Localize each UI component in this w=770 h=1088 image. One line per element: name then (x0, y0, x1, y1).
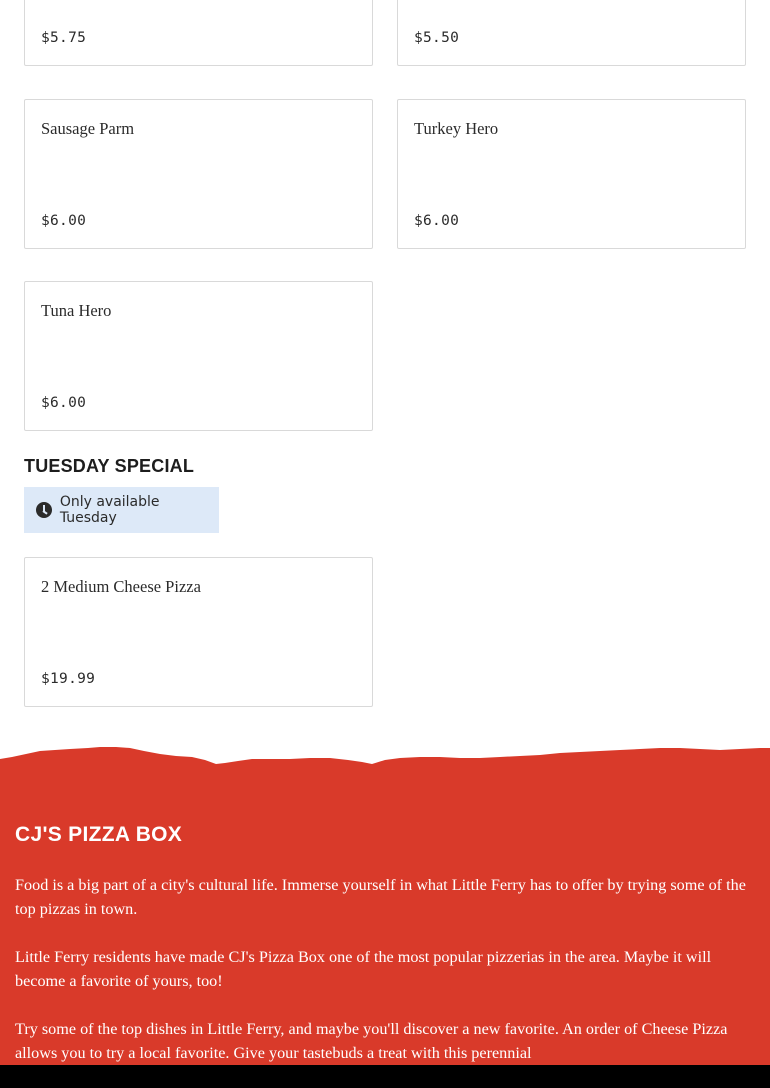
menu-item-card[interactable] (397, 99, 746, 249)
menu-item-card[interactable] (397, 0, 746, 66)
availability-text: Only available Tuesday (59, 494, 160, 526)
menu-item-price: $6.00 (41, 213, 87, 229)
menu-item-price: $5.50 (414, 30, 460, 46)
menu-item-card[interactable] (24, 281, 373, 431)
availability-badge (24, 487, 219, 533)
section-title-tuesday-special: TUESDAY SPECIAL (24, 456, 195, 476)
menu-item-card[interactable] (24, 0, 373, 66)
menu-item-price: $6.00 (41, 395, 87, 411)
footer (0, 745, 770, 1088)
footer-title: CJ'S PIZZA BOX (15, 823, 183, 846)
footer-paragraph: Food is a big part of a city's cultural life. Immerse yourself in what Little Ferry has to offer by trying some of the top pizzas in town. (15, 876, 746, 918)
clock-icon (36, 502, 52, 518)
menu-item-name: Turkey Hero (414, 119, 499, 138)
bottom-bar (0, 1065, 770, 1088)
menu-item-name: 2 Medium Cheese Pizza (41, 577, 201, 596)
menu-item-price: $5.75 (41, 30, 87, 46)
menu-item-card[interactable] (24, 99, 373, 249)
menu-item-name: Tuna Hero (41, 301, 112, 320)
menu-item-price: $6.00 (414, 213, 460, 229)
footer-paragraph: Little Ferry residents have made CJ's Pizza Box one of the most popular pizzerias in the area. Maybe it will become a favorite of yours, too! (15, 948, 712, 990)
menu-item-name: Sausage Parm (41, 119, 135, 138)
menu-item-card[interactable] (24, 557, 373, 707)
footer-paragraph: Try some of the top dishes in Little Ferry, and maybe you'll discover a new favorite. An order of Cheese Pizza allows you to try a local favorite. Give your tastebuds a treat with this perennial (15, 1020, 728, 1062)
menu-item-price: $19.99 (41, 671, 96, 687)
